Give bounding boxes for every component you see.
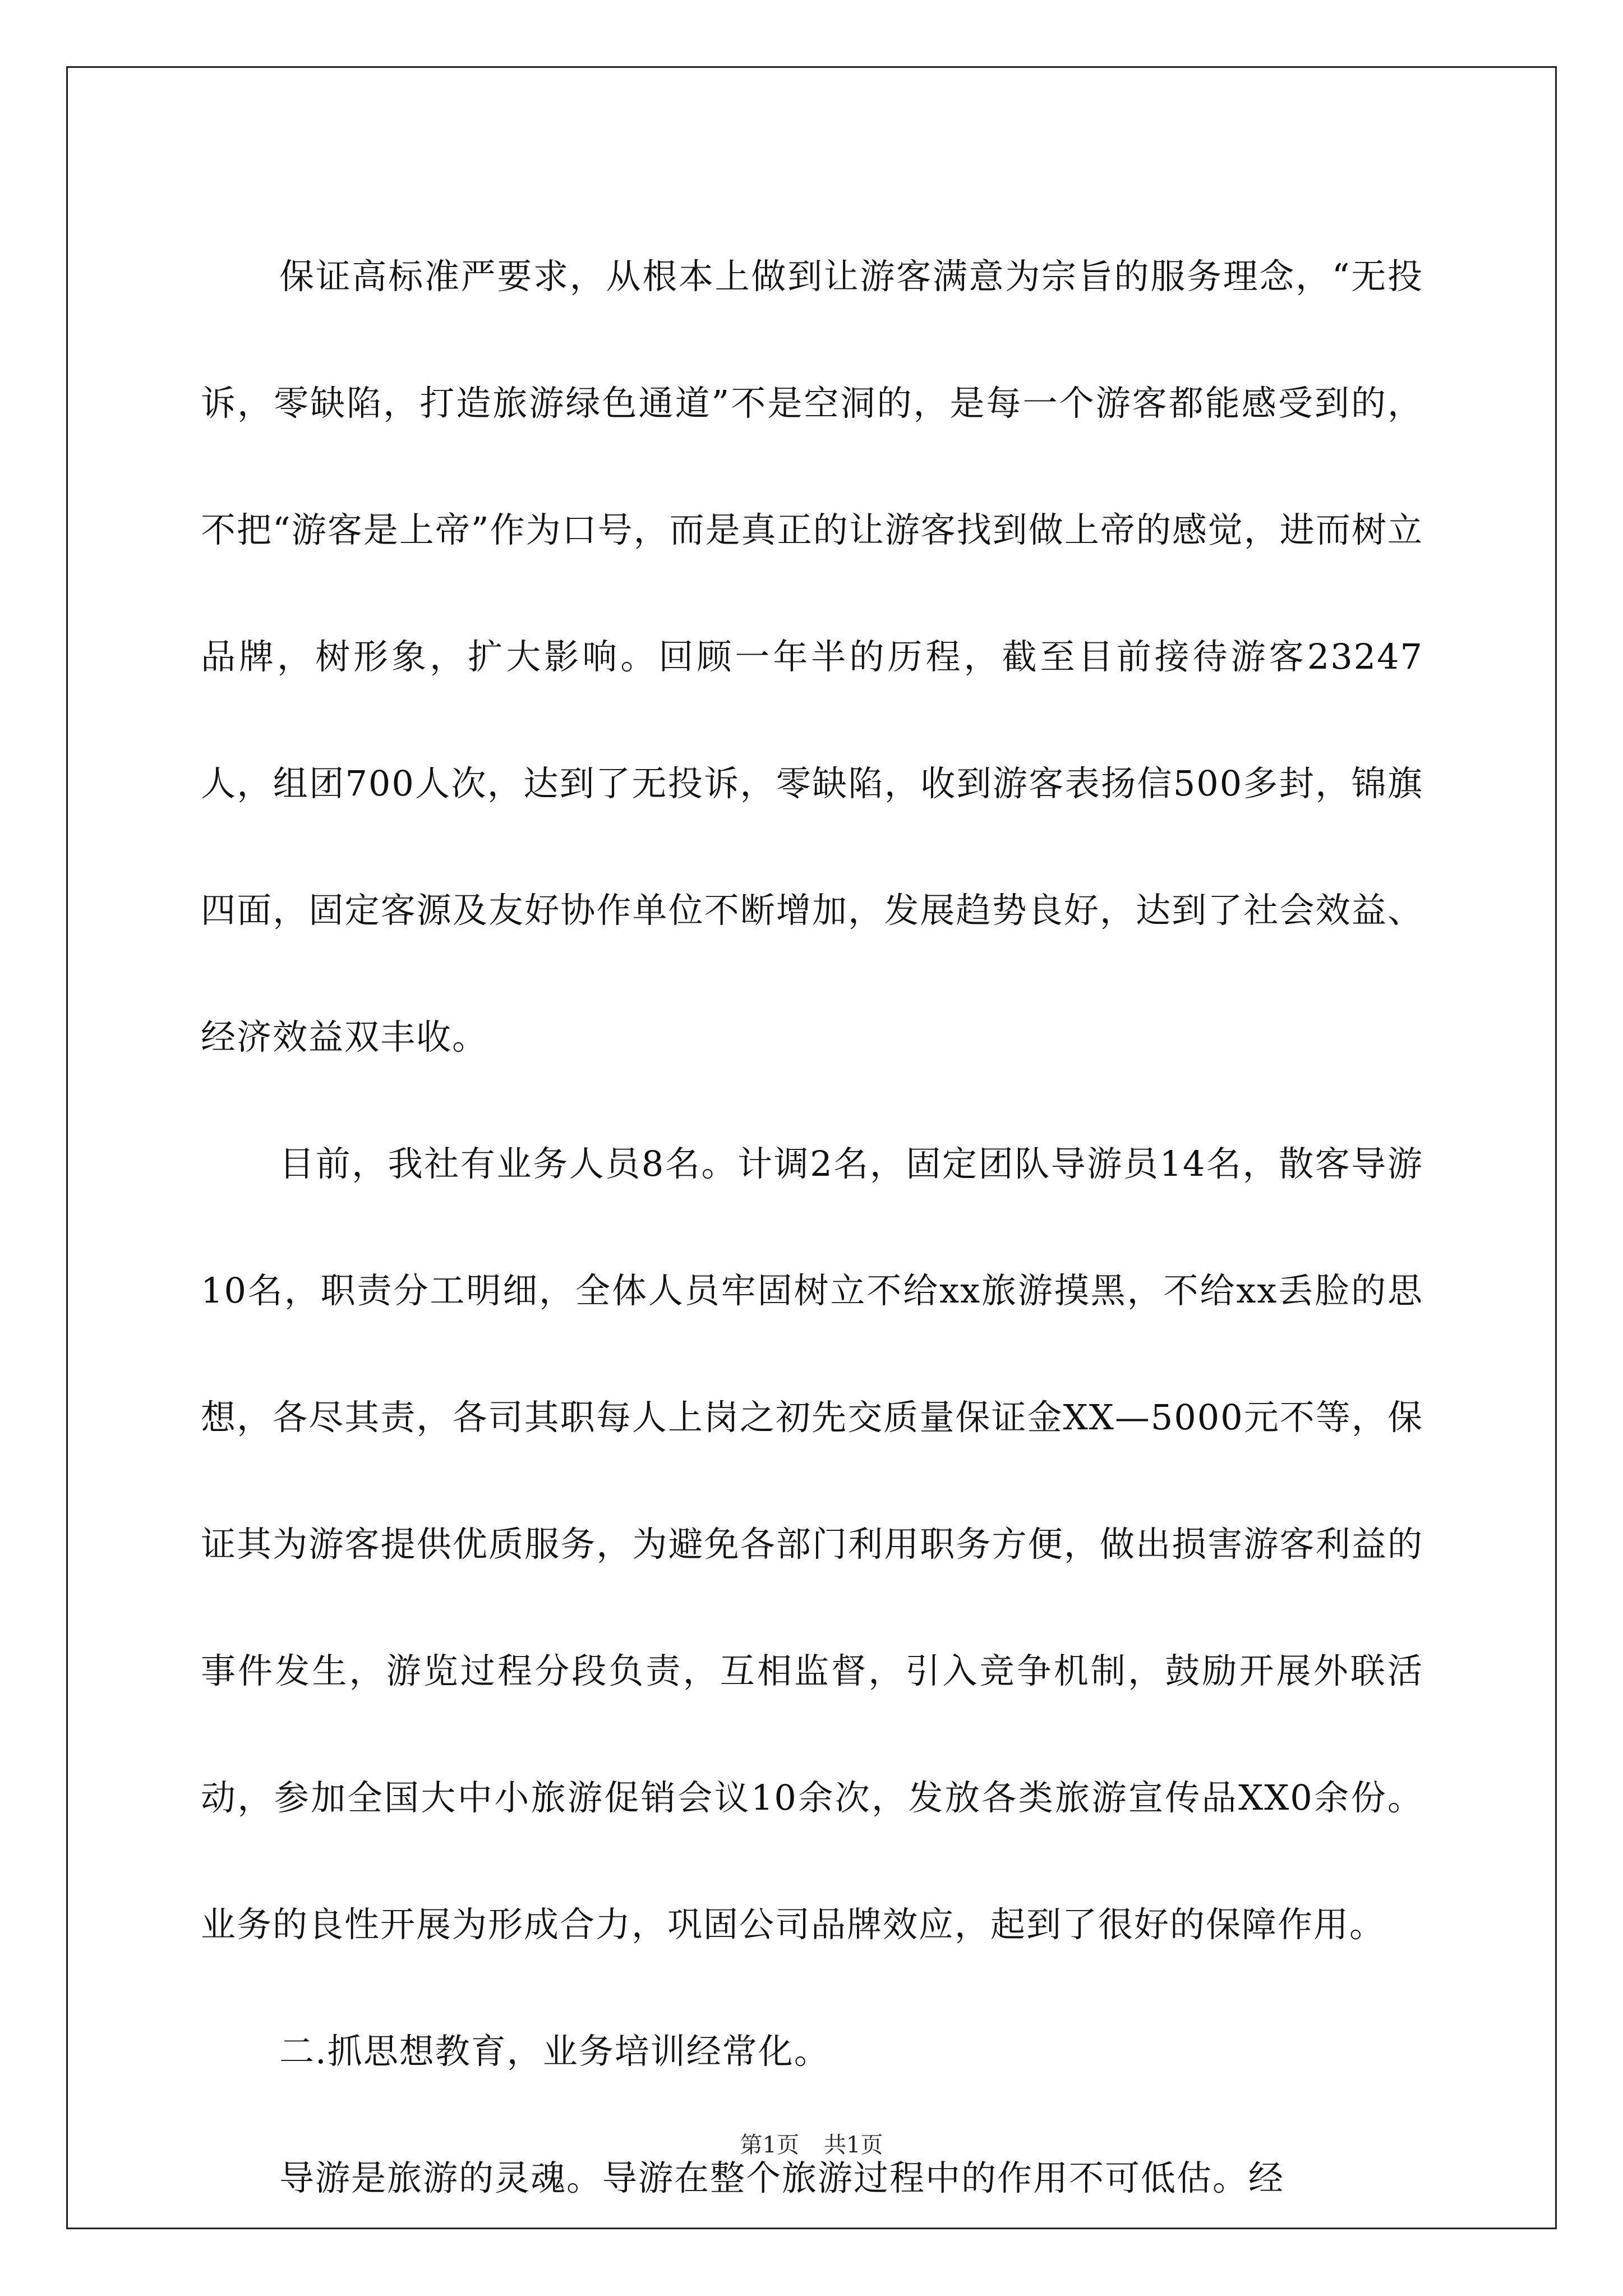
page-footer [0,2128,1623,2162]
page-number: 第1页 [740,2132,799,2158]
page-total: 共1页 [824,2132,883,2158]
paragraph-4: 导游是旅游的灵魂。导游在整个旅游过程中的作用不可低估。经 [279,2157,1285,2198]
paragraph-1: 保证高标准严要求，从根本上做到让游客满意为宗旨的服务理念，“无投诉，零缺陷，打造旅游绿色通道”不是空洞的，是每一个游客都能感受到的，不把“游客是上帝”作为口号，而是真正的让游客找到做上帝的感觉，进而树立品牌，树形象，扩大影响。回顾一年半的历程，截至目前接待游客23247人，组团700人次，达到了无投诉，零缺陷，收到游客表扬信500多封，锦旗四面，固定客源及友好协作单位不断增加，发展趋势良好，达到了社会效益、经济效益双丰收。 [201,256,1423,1057]
paragraph-3: 二.抓思想教育，业务培训经常化。 [279,2031,830,2072]
paragraph-2: 目前，我社有业务人员8名。计调2名，固定团队导游员14名，散客导游10名，职责分工明细，全体人员牢固树立不给xx旅游摸黑，不给xx丢脸的思想，各尽其责，各司其职每人上岗之初先交质量保证金XX—5000元不等，保证其为游客提供优质服务，为避免各部门利用职务方便，做出损害游客利益的事件发生，游览过程分段负责，互相监督，引入竞争机制，鼓励开展外联活动，参加全国大中小旅游促销会议10余次，发放各类旅游宣传品XX0余份。业务的良性开展为形成合力，巩固公司品牌效应，起到了很好的保障作用。 [201,1143,1423,1945]
document-body [201,213,1423,2242]
